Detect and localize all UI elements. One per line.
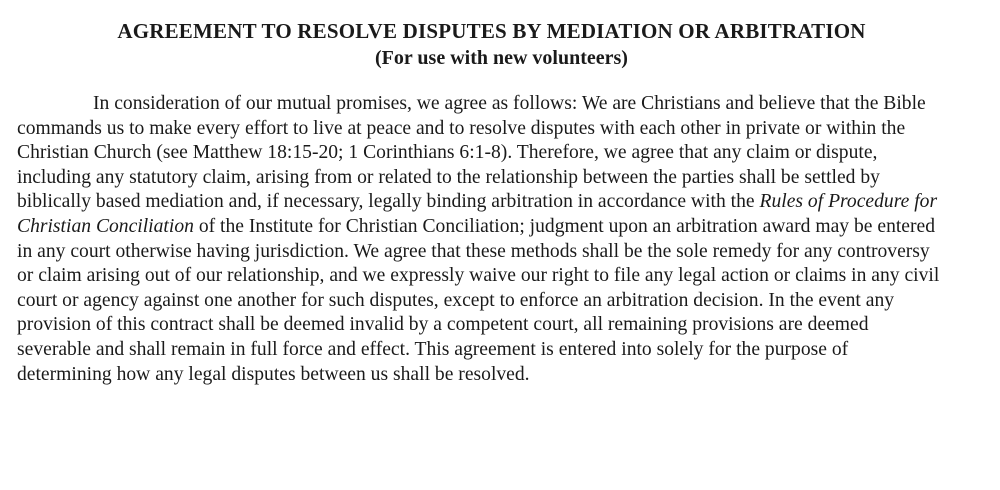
document-title: AGREEMENT TO RESOLVE DISPUTES BY MEDIATION OR ARBITRATION	[117, 19, 866, 43]
agreement-paragraph	[17, 92, 947, 387]
rules-title-italic: Rules of Procedure for Christian Conciliation	[17, 191, 938, 237]
document-subtitle: (For use with new volunteers)	[375, 47, 628, 69]
paragraph-text-part1: In consideration of our mutual promises, we agree as follows: We are Christians and believe that the Bible commands us to make every effort to live at peace and to resolve disputes with each other in private or within the Christian Church (see Matthew 18:15-20; 1 Corinthians 6:1-8). Therefore, we agree that any claim or dispute, including any statutory claim, arising from or related to the relationship between the parties shall be settled by biblically based mediation and, if necessary, legally binding arbitration in accordance with the	[17, 93, 926, 213]
paragraph-text-part2: of the Institute for Christian Conciliation; judgment upon an arbitration award may be entered in any court otherwise having jurisdiction. We agree that these methods shall be the sole remedy for any controversy or claim arising out of our relationship, and we expressly waive our right to file any legal action or claims in any civil court or agency against one another for such disputes, except to enforce an arbitration decision. In the event any provision of this contract shall be deemed invalid by a competent court, all remaining provisions are deemed severable and shall remain in full force and effect. This agreement is entered into solely for the purpose of determining how any legal disputes between us shall be resolved.	[17, 215, 940, 385]
